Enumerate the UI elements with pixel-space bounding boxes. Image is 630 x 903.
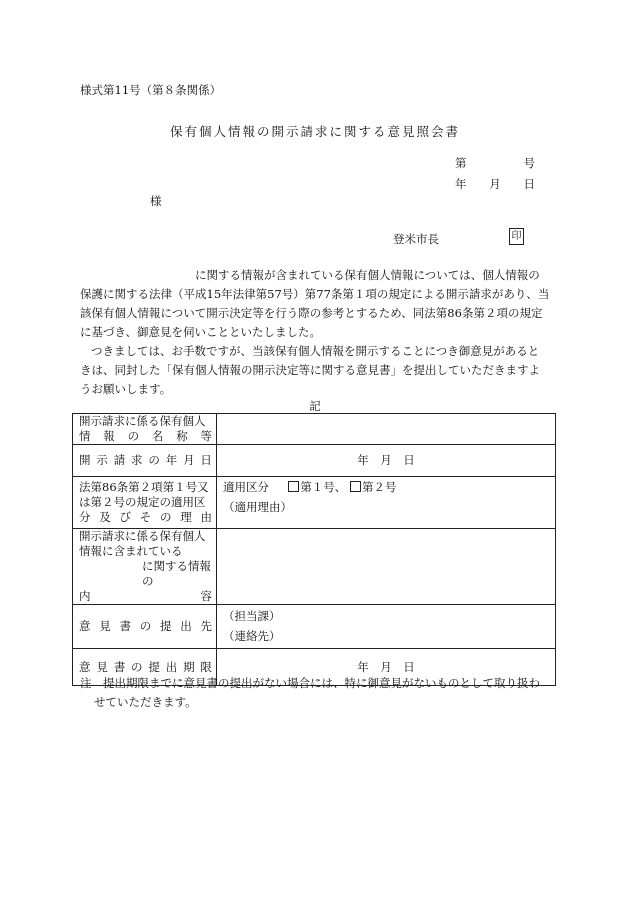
number-prefix: 第: [455, 156, 467, 170]
row-value-info-name[interactable]: [217, 414, 556, 445]
row-label-request-date: [73, 445, 217, 477]
row-label-category: 法第86条第２項第１号又 は第２号の規定の適用区 分 及 び そ の 理 由: [73, 477, 217, 529]
label-char: の: [139, 619, 152, 633]
label-char: 等: [200, 429, 212, 443]
label-char: 称: [176, 429, 188, 443]
label-char: 名: [151, 429, 164, 443]
label-char: 出: [165, 659, 178, 674]
table-row: [73, 605, 556, 649]
row-value-request-date[interactable]: 年 月 日: [217, 445, 556, 477]
date-day: 日: [523, 177, 535, 191]
label-char: 請: [113, 453, 126, 467]
label-char: の: [148, 453, 160, 467]
table-row: [73, 445, 556, 477]
body-paragraph-2: つきましては、お手数ですが、当該保有個人情報を開示することにつき御意見があるときは、同封した「保有個人情報の開示決定等に関する意見書」を提出していただきますようお願いします。: [80, 344, 540, 396]
row-label-content: 開示請求に係る保有個人 情報に含まれている に関する情報の 内 容: [73, 529, 217, 605]
number-suffix: 号: [523, 156, 535, 170]
label-char: 及: [99, 510, 111, 524]
checkbox-item-1[interactable]: [288, 481, 299, 492]
label-char: 開: [79, 453, 91, 467]
table-row: [73, 414, 556, 445]
justified-label: [79, 453, 212, 468]
justified-label: [79, 429, 212, 444]
label-char: 年: [165, 453, 178, 467]
document-title: 保有個人情報の開示請求に関する意見照会書: [169, 124, 460, 139]
label-char: 期: [183, 659, 195, 674]
body-text: [80, 266, 550, 399]
label-char: 容: [200, 589, 212, 603]
label-char: の: [131, 659, 143, 674]
label-char: 見: [96, 659, 108, 674]
label-char: 報: [103, 429, 115, 443]
label-char: の: [127, 429, 140, 443]
table-row: [73, 477, 556, 529]
label-char: そ: [139, 510, 152, 524]
label-char: 書: [119, 619, 131, 633]
inquiry-table: [72, 413, 556, 686]
label-char: 日: [200, 453, 212, 467]
row-value-submit-to: （担当課） （連絡先）: [217, 605, 556, 649]
footnote: [80, 674, 554, 712]
label-char: 月: [183, 453, 195, 467]
label-char: 由: [200, 510, 212, 524]
footnote-line-1: 注 提出期限までに意見書の提出がない場合には、特に御意見がないものとして取り扱わ: [80, 676, 540, 690]
label-char: び: [119, 510, 131, 524]
date-month: 月: [489, 177, 501, 191]
label-char: 求: [131, 453, 143, 467]
justified-label: [79, 619, 212, 634]
row-value-content[interactable]: [217, 529, 556, 605]
label-char: 提: [148, 659, 160, 674]
justified-label: [79, 589, 212, 604]
sender-name: 登米市長: [393, 232, 439, 246]
label-char: 先: [200, 619, 212, 633]
checkbox-item-2[interactable]: [350, 481, 361, 492]
row-value-category: 適用区分 第１号、 第２号 （適用理由）: [217, 477, 556, 529]
label-char: 書: [113, 659, 126, 674]
document-date-line: [455, 176, 535, 192]
ki-heading: 記: [309, 399, 321, 413]
seal-mark: 印: [509, 228, 524, 245]
table-row: [73, 529, 556, 605]
row-value-deadline[interactable]: 年 月 日: [217, 649, 556, 686]
justified-label: [79, 660, 212, 675]
date-year: 年: [455, 177, 467, 191]
label-char: 示: [96, 453, 108, 467]
addressee-suffix: 様: [150, 194, 162, 208]
label-char: 意: [79, 619, 91, 633]
label-char: 見: [99, 619, 111, 633]
label-char: 出: [180, 619, 192, 633]
footnote-line-2: せていただきます。: [94, 695, 197, 709]
row-label-submit-to: [73, 605, 217, 649]
body-paragraph-1: に関する情報が含まれている保有個人情報については、個人情報の保護に関する法律（平成15年法律第57号）第77条第１項の規定による開示請求があり、当該保有個人情報について開示決定等を行う際の参考とするため、同法第86条第２項の規定に基づき、御意見を伺いことといたしました。: [80, 268, 550, 339]
label-char: 分: [79, 510, 91, 524]
label-char: 意: [79, 659, 91, 674]
label-char: 情: [79, 429, 91, 443]
label-char: 理: [180, 510, 192, 524]
document-number-line: [455, 155, 535, 171]
label-char: 内: [79, 589, 91, 603]
justified-label: [79, 510, 212, 525]
label-char: 提: [160, 619, 172, 633]
row-label-info-name: 開示請求に係る保有個人 情 報 の 名 称 等: [73, 414, 217, 445]
form-number: 様式第11号（第８条関係）: [80, 83, 222, 97]
label-char: 限: [200, 659, 212, 674]
label-char: の: [160, 510, 172, 524]
